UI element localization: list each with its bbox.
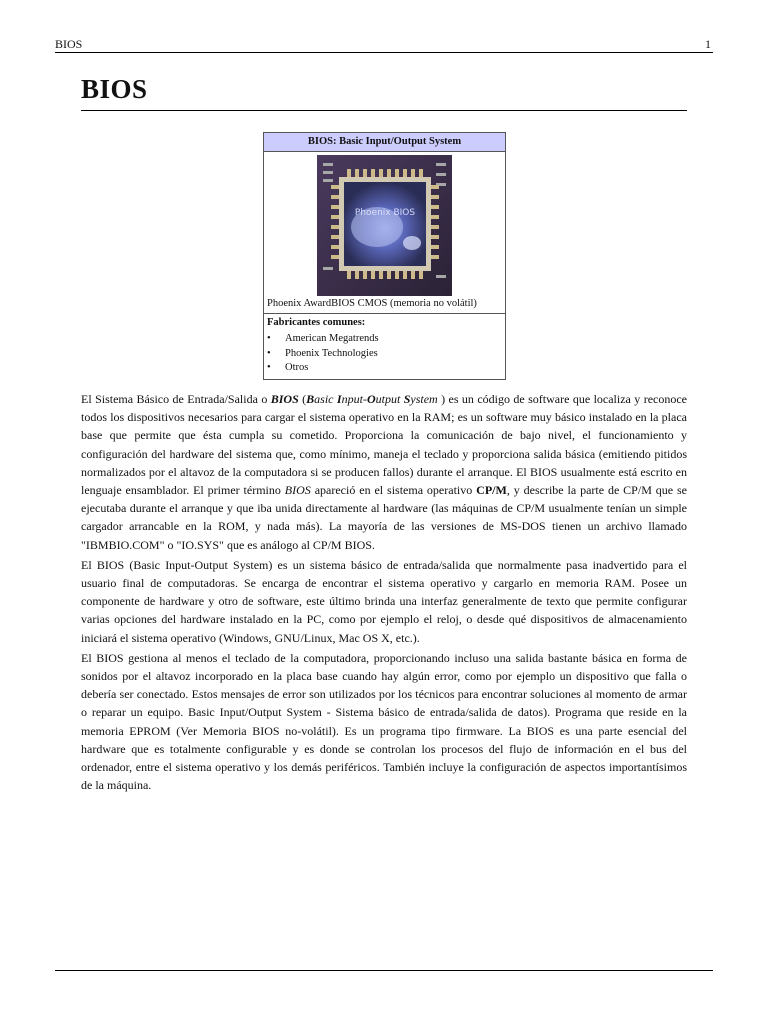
page-number: 1: [705, 37, 711, 51]
infobox-caption: Phoenix AwardBIOS CMOS (memoria no volátil): [264, 296, 505, 314]
infobox-section-title: Fabricantes comunes:: [267, 317, 366, 328]
chip-label-text: Phoenix BIOS: [354, 208, 416, 218]
bios-term: BIOS: [270, 392, 299, 406]
list-item: • Otros: [267, 361, 502, 376]
paragraph-2: El BIOS (Basic Input-Output System) es un sistema básico de entrada/salida que normalmente pasa inadvertido para el usuario final de computadoras. Se encarga de encontrar el sistema operativo y cargarlo en memoria RAM. Posee un componente de hardware y otro de software, este último brinda una interfaz generalmente de texto que permite configurar varias opciones del hardware instalado en la PC, como por ejemplo el reloj, o desde qué dispositivos de almacenamiento iniciará el sistema operativo (Windows, GNU/Linux, Mac OS X, etc.).: [81, 557, 687, 645]
title-divider: [81, 110, 687, 111]
list-item: • American Megatrends: [267, 332, 502, 347]
header-divider: [55, 52, 713, 53]
footer-divider: [55, 970, 713, 971]
infobox-manufacturers: [264, 314, 505, 379]
cpm-term: CP/M: [476, 483, 507, 498]
infobox-image-container: [264, 152, 505, 296]
article-body: [81, 390, 687, 796]
list-item: • Phoenix Technologies: [267, 347, 502, 362]
paragraph-1: El Sistema Básico de Entrada/Salida o BIOS (Basic Input-Output System ) es un código de software que localiza y reconoce todos los dispositivos necesarios para cargar el sistema operativo en la RAM; es un software muy básico instalado en la placa base que permite que ésta cumpla su cometido. Proporciona la comunicación de bajo nivel, el funcionamiento y configuración del hardware del sistema que, como mínimo, maneja el teclado y proporciona salida básica (emitiendo pitidos normalizados por el altavoz de la computadora si se producen fallos) durante el arranque. El BIOS usualmente está escrito en lenguaje ensamblador. El primer término BIOS apareció en el sistema operativo CP/M, y describe la parte de CP/M que se ejecutaba durante el arranque y que iba unida directamente al hardware (las máquinas de CP/M usualmente tenían un simple cargador arrancable en la ROM, y nada más). La mayoría de las versiones de MS-DOS tienen un archivo llamado "IBMBIO.COM" o "IO.SYS" que es análogo al CP/M BIOS.: [81, 392, 687, 552]
infobox-header: BIOS: Basic Input/Output System: [264, 133, 505, 152]
infobox: [263, 132, 506, 380]
page-title: BIOS: [81, 74, 148, 104]
bios-chip-photo: [317, 155, 452, 296]
paragraph-3: El BIOS gestiona al menos el teclado de la computadora, proporcionando incluso una salida bastante básica en forma de sonidos por el altavoz incorporado en la placa base cuando hay algún error, como por ejemplo un dispositivo que falla o debería ser conectado. Estos mensajes de error son utilizados por los técnicos para encontrar soluciones al momento de armar o reparar un equipo. Basic Input/Output System - Sistema básico de entrada/salida de datos). Programa que reside en la memoria EPROM (Ver Memoria BIOS no-volátil). Es un programa tipo firmware. La BIOS es una parte esencial del hardware que es totalmente configurable y es donde se controlan los procesos del flujo de información en el bus del ordenador, entre el sistema operativo y los demás periféricos. También incluye la configuración de aspectos importantísimos de la máquina.: [81, 650, 687, 793]
manufacturer-list: [267, 332, 502, 376]
running-header-title: BIOS: [55, 37, 83, 51]
